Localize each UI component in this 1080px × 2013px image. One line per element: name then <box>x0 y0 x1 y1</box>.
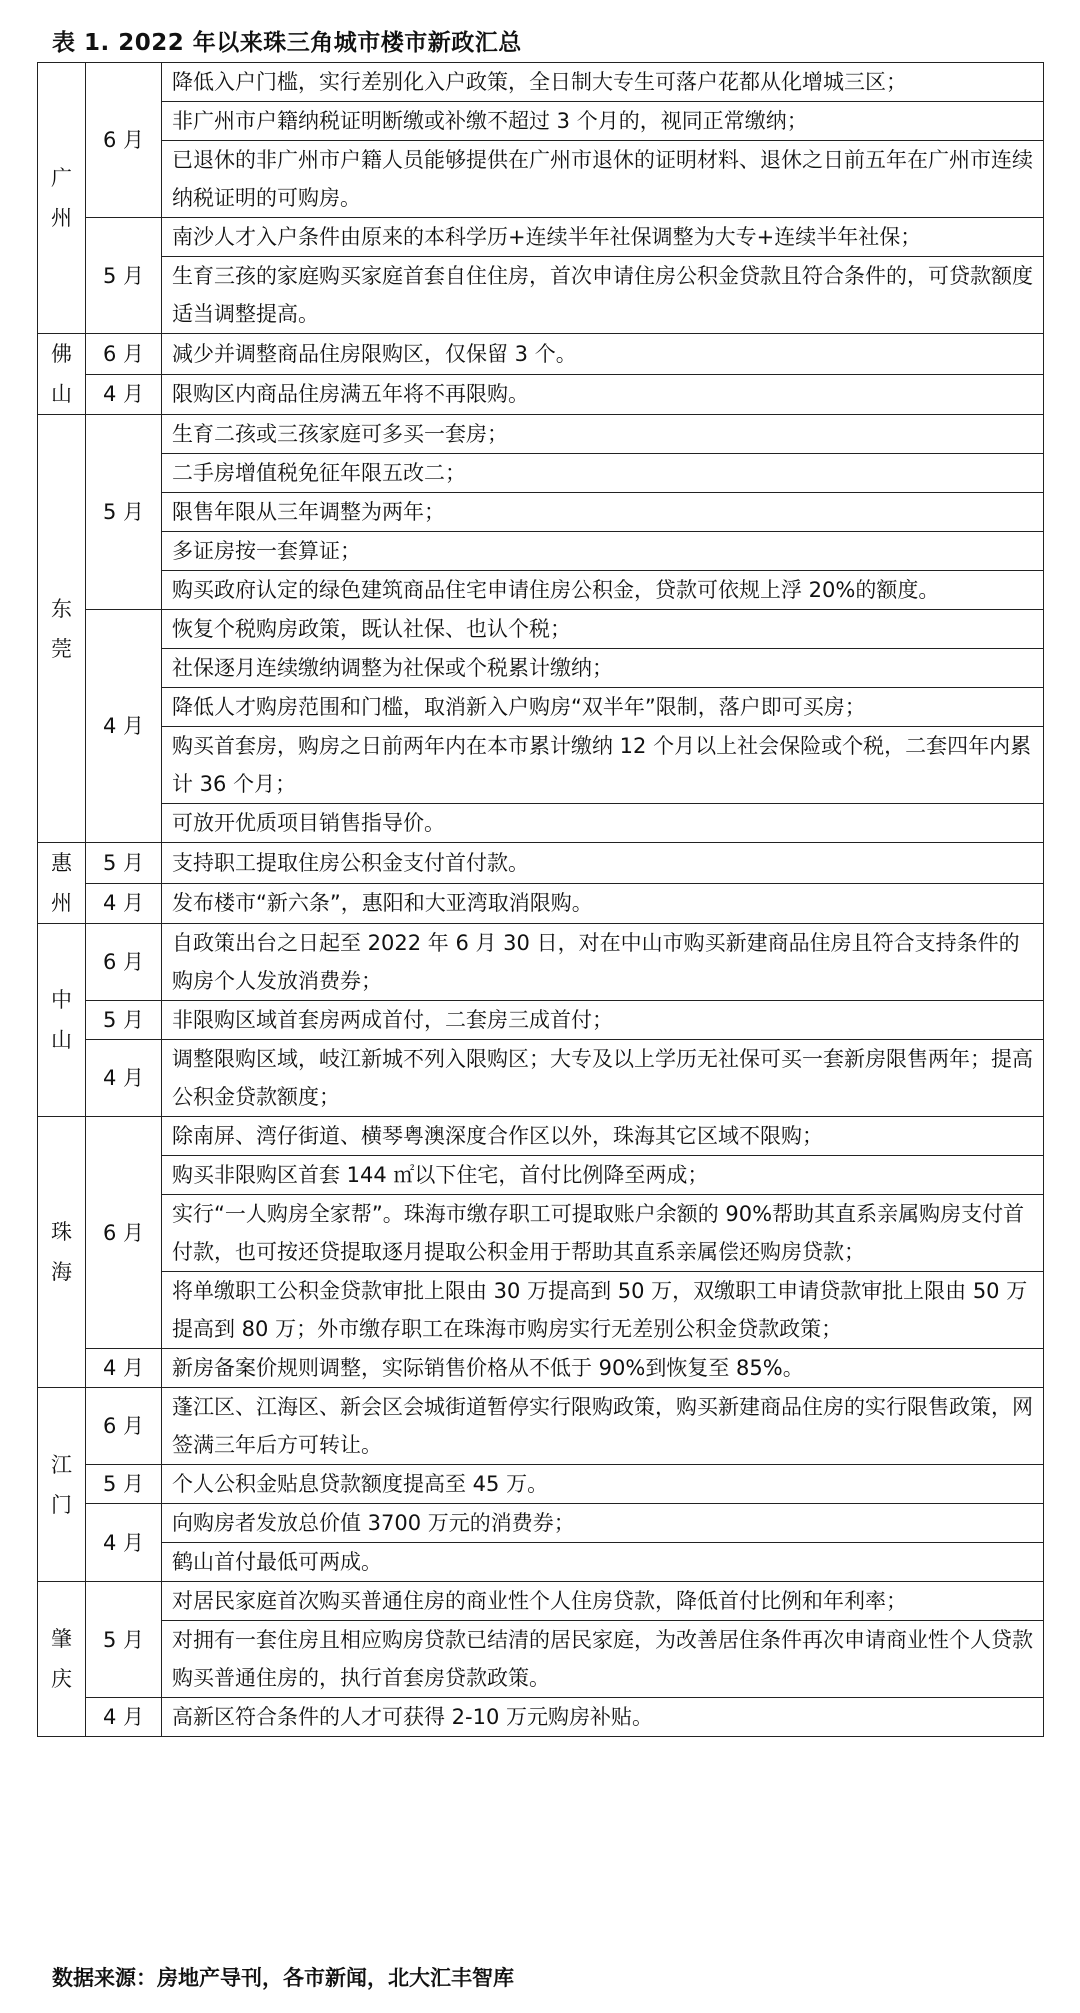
policy-item: 已退休的非广州市户籍人员能够提供在广州市退休的证明材料、退休之日前五年在广州市连续纳税证明的可购房。 <box>162 141 1044 218</box>
city-name-char: 东 <box>51 596 72 621</box>
data-source-note: 数据来源：房地产导刊，各市新闻，北大汇丰智库 <box>52 1966 514 1990</box>
city-name-char: 山 <box>51 1028 72 1052</box>
month-cell: 5 月 <box>86 843 162 884</box>
city-name-char: 珠 <box>51 1220 72 1244</box>
policy-item: 降低入户门槛，实行差别化入户政策，全日制大专生可落户花都从化增城三区； <box>162 63 1044 102</box>
table-row <box>38 649 1044 688</box>
city-name-char: 门 <box>51 1492 72 1517</box>
month-cell: 6 月 <box>86 1388 162 1465</box>
month-cell: 4 月 <box>86 374 162 415</box>
policy-item: 购买非限购区首套 144 ㎡以下住宅，首付比例降至两成； <box>162 1156 1044 1195</box>
policy-item: 对拥有一套住房且相应购房贷款已结清的居民家庭，为改善居住条件再次申请商业性个人贷款购买普通住房的，执行首套房贷款政策。 <box>162 1621 1044 1698</box>
policy-item: 高新区符合条件的人才可获得 2-10 万元购房补贴。 <box>162 1698 1044 1737</box>
policy-item: 自政策出台之日起至 2022 年 6 月 30 日，对在中山市购买新建商品住房且符合支持条件的购房个人发放消费券； <box>162 924 1044 1001</box>
policy-table-body <box>38 63 1044 1737</box>
month-cell: 5 月 <box>86 1582 162 1698</box>
policy-item: 降低人才购房范围和门槛，取消新入户购房“双半年”限制，落户即可买房； <box>162 688 1044 727</box>
policy-item: 限购区内商品住房满五年将不再限购。 <box>162 374 1044 415</box>
policy-item: 除南屏、湾仔街道、横琴粤澳深度合作区以外，珠海其它区域不限购； <box>162 1117 1044 1156</box>
city-cell <box>38 63 86 334</box>
table-row <box>38 1040 1044 1117</box>
month-cell: 6 月 <box>86 63 162 218</box>
month-cell: 5 月 <box>86 1465 162 1504</box>
table-title: 表 1. 2022 年以来珠三角城市楼市新政汇总 <box>52 30 522 56</box>
month-cell: 6 月 <box>86 334 162 375</box>
table-row <box>38 1543 1044 1582</box>
city-cell <box>38 1117 86 1388</box>
policy-item: 实行“一人购房全家帮”。珠海市缴存职工可提取账户余额的 90%帮助其直系亲属购房支付首付款，也可按还贷提取逐月提取公积金用于帮助其直系亲属偿还购房贷款； <box>162 1195 1044 1272</box>
month-cell: 5 月 <box>86 218 162 334</box>
policy-item: 多证房按一套算证； <box>162 532 1044 571</box>
policy-item: 恢复个税购房政策，既认社保、也认个税； <box>162 610 1044 649</box>
month-cell: 5 月 <box>86 1001 162 1040</box>
policy-item: 个人公积金贴息贷款额度提高至 45 万。 <box>162 1465 1044 1504</box>
city-name-char: 莞 <box>51 636 72 661</box>
table-row <box>38 688 1044 727</box>
table-row <box>38 493 1044 532</box>
policy-item: 购买政府认定的绿色建筑商品住宅申请住房公积金，贷款可依规上浮 20%的额度。 <box>162 571 1044 610</box>
table-row <box>38 454 1044 493</box>
table-row <box>38 334 1044 375</box>
city-cell <box>38 1388 86 1582</box>
policy-item: 二手房增值税免征年限五改二； <box>162 454 1044 493</box>
policy-item: 对居民家庭首次购买普通住房的商业性个人住房贷款，降低首付比例和年利率； <box>162 1582 1044 1621</box>
table-row <box>38 415 1044 454</box>
table-row <box>38 1117 1044 1156</box>
city-cell <box>38 843 86 924</box>
table-row <box>38 102 1044 141</box>
city-name-char: 惠 <box>51 851 72 875</box>
table-row <box>38 1349 1044 1388</box>
policy-item: 限售年限从三年调整为两年； <box>162 493 1044 532</box>
city-cell <box>38 924 86 1117</box>
policy-item: 新房备案价规则调整，实际销售价格从不低于 90%到恢复至 85%。 <box>162 1349 1044 1388</box>
policy-item: 可放开优质项目销售指导价。 <box>162 804 1044 843</box>
table-row <box>38 1698 1044 1737</box>
month-cell: 4 月 <box>86 610 162 843</box>
table-row <box>38 1195 1044 1272</box>
city-name-char: 肇 <box>51 1627 72 1651</box>
city-cell <box>38 1582 86 1737</box>
table-row <box>38 374 1044 415</box>
policy-item: 非广州市户籍纳税证明断缴或补缴不超过 3 个月的，视同正常缴纳； <box>162 102 1044 141</box>
table-row <box>38 1156 1044 1195</box>
policy-item: 社保逐月连续缴纳调整为社保或个税累计缴纳； <box>162 649 1044 688</box>
table-row <box>38 1504 1044 1543</box>
city-name-char: 广 <box>51 166 72 190</box>
policy-item: 非限购区域首套房两成首付，二套房三成首付； <box>162 1001 1044 1040</box>
city-name-char: 海 <box>51 1260 72 1284</box>
city-name-char: 山 <box>51 382 72 406</box>
policy-item: 鹤山首付最低可两成。 <box>162 1543 1044 1582</box>
city-cell <box>38 415 86 843</box>
policy-item: 发布楼市“新六条”，惠阳和大亚湾取消限购。 <box>162 883 1044 924</box>
table-row <box>38 532 1044 571</box>
policy-item: 调整限购区域，岐江新城不列入限购区；大专及以上学历无社保可买一套新房限售两年；提高公积金贷款额度； <box>162 1040 1044 1117</box>
city-name-char: 州 <box>51 891 72 915</box>
policy-item: 将单缴职工公积金贷款审批上限由 30 万提高到 50 万，双缴职工申请贷款审批上限由 50 万提高到 80 万；外市缴存职工在珠海市购房实行无差别公积金贷款政策； <box>162 1272 1044 1349</box>
table-row <box>38 571 1044 610</box>
policy-table <box>37 62 1044 1737</box>
table-row <box>38 63 1044 102</box>
table-row <box>38 1272 1044 1349</box>
month-cell: 4 月 <box>86 1504 162 1582</box>
month-cell: 6 月 <box>86 924 162 1001</box>
policy-item: 生育三孩的家庭购买家庭首套自住住房，首次申请住房公积金贷款且符合条件的，可贷款额度适当调整提高。 <box>162 257 1044 334</box>
table-row <box>38 1388 1044 1465</box>
table-row <box>38 610 1044 649</box>
city-name-char: 州 <box>51 206 72 230</box>
city-cell <box>38 334 86 415</box>
policy-item: 向购房者发放总价值 3700 万元的消费券； <box>162 1504 1044 1543</box>
table-row <box>38 883 1044 924</box>
policy-item: 蓬江区、江海区、新会区会城街道暂停实行限购政策，购买新建商品住房的实行限售政策，网签满三年后方可转让。 <box>162 1388 1044 1465</box>
month-cell: 6 月 <box>86 1117 162 1349</box>
policy-item: 减少并调整商品住房限购区，仅保留 3 个。 <box>162 334 1044 375</box>
policy-item: 购买首套房，购房之日前两年内在本市累计缴纳 12 个月以上社会保险或个税，二套四年内累计 36 个月； <box>162 727 1044 804</box>
policy-item: 南沙人才入户条件由原来的本科学历+连续半年社保调整为大专+连续半年社保； <box>162 218 1044 257</box>
table-row <box>38 218 1044 257</box>
table-row <box>38 257 1044 334</box>
city-name-char: 庆 <box>51 1667 72 1691</box>
table-row <box>38 843 1044 884</box>
month-cell: 5 月 <box>86 415 162 610</box>
month-cell: 4 月 <box>86 1349 162 1388</box>
table-row <box>38 1582 1044 1621</box>
month-cell: 4 月 <box>86 1040 162 1117</box>
table-row <box>38 141 1044 218</box>
policy-item: 生育二孩或三孩家庭可多买一套房； <box>162 415 1044 454</box>
table-row <box>38 924 1044 1001</box>
city-name-char: 江 <box>51 1452 72 1477</box>
table-row <box>38 1001 1044 1040</box>
table-row <box>38 804 1044 843</box>
month-cell: 4 月 <box>86 883 162 924</box>
city-name-char: 佛 <box>51 342 72 366</box>
policy-item: 支持职工提取住房公积金支付首付款。 <box>162 843 1044 884</box>
table-row <box>38 1465 1044 1504</box>
month-cell: 4 月 <box>86 1698 162 1737</box>
table-row <box>38 727 1044 804</box>
city-name-char: 中 <box>51 988 72 1012</box>
table-row <box>38 1621 1044 1698</box>
